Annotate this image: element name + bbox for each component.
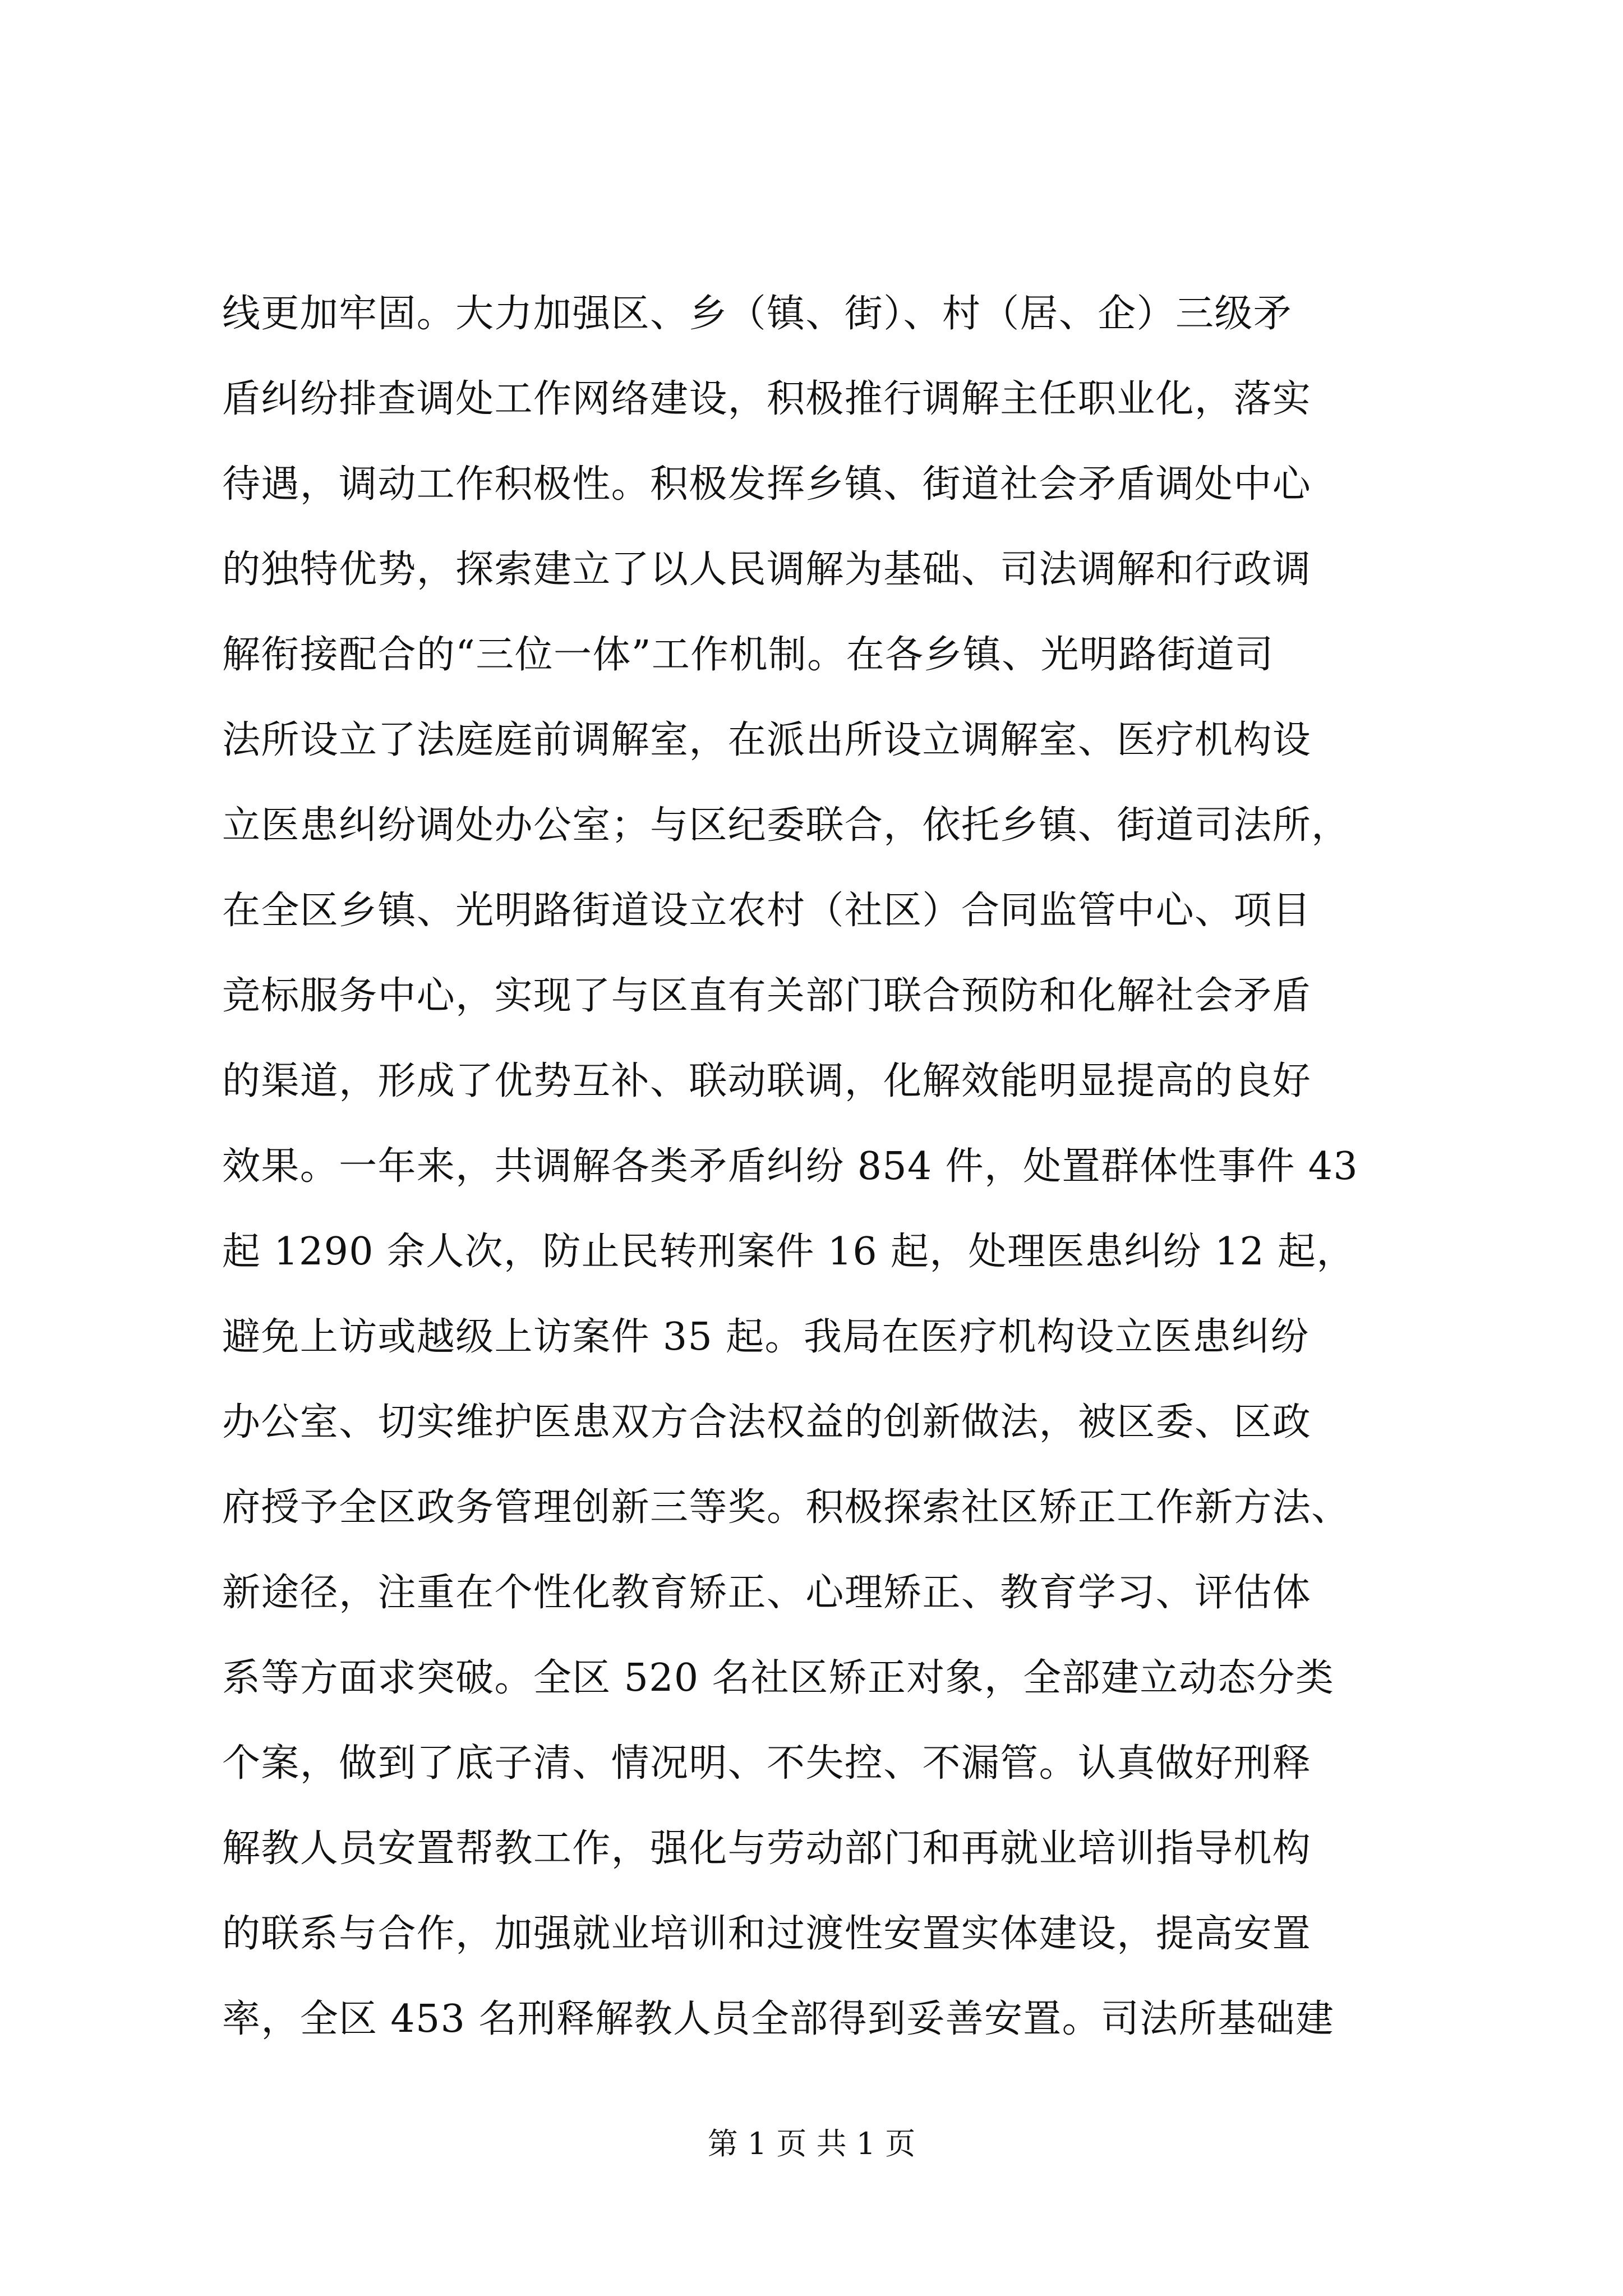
text-line: 避免上访或越级上访案件 35 起。我局在医疗机构设立医患纠纷 [222,1315,1310,1359]
text-line: 解教人员安置帮教工作，强化与劳动部门和再就业培训指导机构 [222,1826,1312,1871]
text-line: 的独特优势，探索建立了以人民调解为基础、司法调解和行政调 [222,547,1312,592]
text-line: 个案，做到了底子清、情况明、不失控、不漏管。认真做好刑释 [222,1741,1312,1786]
text-line: 待遇，调动工作积极性。积极发挥乡镇、街道社会矛盾调处中心 [222,462,1312,507]
text-line: 新途径，注重在个性化教育矫正、心理矫正、教育学习、评估体 [222,1571,1312,1615]
text-line: 办公室、切实维护医患双方合法权益的创新做法，被区委、区政 [222,1400,1312,1444]
text-line: 法所设立了法庭庭前调解室，在派出所设立调解室、医疗机构设 [222,718,1312,762]
text-line: 起 1290 余人次，防止民转刑案件 16 起，处理医患纠纷 12 起， [222,1230,1355,1274]
text-line: 的渠道，形成了优势互补、联动联调，化解效能明显提高的良好 [222,1059,1312,1103]
text-line: 竞标服务中心，实现了与区直有关部门联合预防和化解社会矛盾 [222,974,1312,1018]
text-line: 线更加牢固。大力加强区、乡（镇、街）、村（居、企）三级矛 [222,292,1293,336]
page-footer: 第 1 页 共 1 页 [707,2126,916,2161]
text-line: 效果。一年来，共调解各类矛盾纠纷 854 件，处置群体性事件 43 [222,1144,1359,1189]
text-line: 府授予全区政务管理创新三等奖。积极探索社区矫正工作新方法、 [222,1485,1350,1530]
text-line: 系等方面求突破。全区 520 名社区矫正对象，全部建立动态分类 [222,1656,1335,1700]
text-line: 立医患纠纷调处办公室；与区纪委联合，依托乡镇、街道司法所， [222,803,1350,848]
text-line: 解衔接配合的“三位一体”工作机制。在各乡镇、光明路街道司 [222,633,1274,677]
text-line: 的联系与合作，加强就业培训和过渡性安置实体建设，提高安置 [222,1912,1312,1956]
text-line: 在全区乡镇、光明路街道设立农村（社区）合同监管中心、项目 [222,889,1312,933]
text-line: 率，全区 453 名刑释解教人员全部得到妥善安置。司法所基础建 [222,1997,1335,2041]
text-line: 盾纠纷排查调处工作网络建设，积极推行调解主任职业化，落实 [222,377,1312,421]
